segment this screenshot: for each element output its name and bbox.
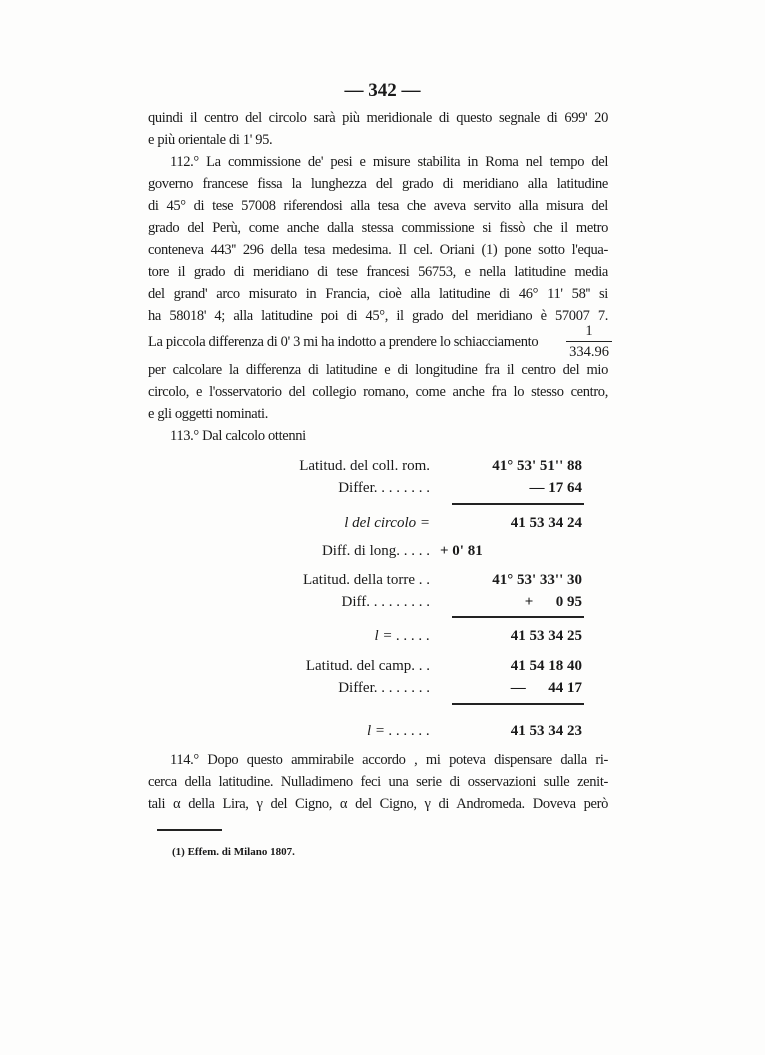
row-label: Latitud. del coll. rom.	[299, 458, 430, 474]
text-line: e gli oggetti nominati.	[148, 406, 269, 422]
text-line: quindi il centro del circolo sarà più meridionale di questo segnale di 699' 20	[148, 110, 608, 126]
table-row	[0, 592, 765, 612]
row-label: Latitud. della torre . .	[302, 572, 430, 588]
row-label: Diff. di long. . . . .	[321, 543, 430, 559]
row-value: 41 53 34 24	[510, 515, 582, 531]
table-row	[0, 721, 765, 741]
row-value: 41 53 34 25	[510, 628, 582, 644]
fraction-denominator: 334.96	[569, 344, 609, 360]
footnote-rule	[157, 829, 222, 831]
text-line: di 45° di tese 57008 riferendosi alla tesa che aveva servito alla misura del	[148, 198, 608, 214]
row-label: Differ. . . . . . . .	[338, 680, 430, 696]
row-label: l del circolo =	[344, 515, 430, 531]
sum-rule	[452, 703, 584, 705]
row-value: 41 53 34 23	[510, 723, 582, 739]
table-row	[0, 626, 765, 646]
row-label: l = . . . . .	[374, 628, 430, 644]
text-line: tore il grado di meridiano di tese francesi 56753, e nella latitudine media	[148, 264, 608, 280]
page-number: — 342 —	[344, 80, 421, 101]
row-value: 41° 53' 33'' 30	[492, 572, 582, 588]
fraction-bar	[566, 341, 612, 342]
row-label: l = . . . . . .	[366, 723, 430, 739]
text-line: conteneva 443'' 296 della tesa medesima. Il cel. Oriani (1) pone sotto l'equa-	[148, 242, 608, 258]
text-line: La piccola differenza di 0' 3 mi ha indotto a prendere lo schiacciamento	[148, 334, 539, 350]
row-value: + 0' 81	[440, 543, 483, 559]
text-line: governo francese fissa la lunghezza del grado di meridiano alla latitudine	[148, 176, 608, 192]
table-row	[0, 513, 765, 533]
paragraph-112-start: 112.° La commissione de' pesi e misure stabilita in Roma nel tempo del	[170, 154, 608, 170]
row-label: Differ. . . . . . . .	[338, 480, 430, 496]
table-row	[0, 456, 765, 476]
row-value: 41 54 18 40	[510, 658, 582, 674]
row-value: 41° 53' 51'' 88	[492, 458, 582, 474]
row-value: + 0 95	[524, 594, 582, 610]
sum-rule	[452, 503, 584, 505]
row-value: — 17 64	[529, 480, 582, 496]
text-line: del grand' arco misurato in Francia, cioè alla latitudine di 46° 11' 58'' si	[148, 286, 608, 302]
table-row	[0, 656, 765, 676]
row-label: Latitud. del camp. . .	[305, 658, 430, 674]
text-line: ha 58018' 4; alla latitudine poi di 45°, il grado del meridiano è 57007 7.	[148, 308, 608, 324]
paragraph-114-start: 114.° Dopo questo ammirabile accordo , mi poteva dispensare dalla ri-	[170, 752, 608, 768]
text-line: tali α della Lira, γ del Cigno, α del Cigno, γ di Andromeda. Doveva però	[148, 796, 608, 812]
table-row	[0, 570, 765, 590]
table-row	[0, 541, 765, 561]
text-line: cerca della latitudine. Nulladimeno feci una serie di osservazioni sulle zenit-	[148, 774, 608, 790]
footnote: (1) Effem. di Milano 1807.	[172, 846, 295, 858]
sum-rule	[452, 616, 584, 618]
row-value: — 44 17	[510, 680, 582, 696]
text-line: e più orientale di 1' 95.	[148, 132, 273, 148]
row-label: Diff. . . . . . . . .	[341, 594, 430, 610]
flattening-fraction	[566, 322, 612, 361]
table-row	[0, 678, 765, 698]
paragraph-113-start: 113.° Dal calcolo ottenni	[170, 428, 306, 444]
fraction-numerator: 1	[585, 323, 593, 339]
text-line: circolo, e l'osservatorio del collegio romano, come anche fra lo stesso centro,	[148, 384, 608, 400]
text-line: grado del Perù, come anche dalla stessa commissione si fissò che il metro	[148, 220, 608, 236]
text-line: per calcolare la differenza di latitudine e di longitudine fra il centro del mio	[148, 362, 608, 378]
table-row	[0, 478, 765, 498]
